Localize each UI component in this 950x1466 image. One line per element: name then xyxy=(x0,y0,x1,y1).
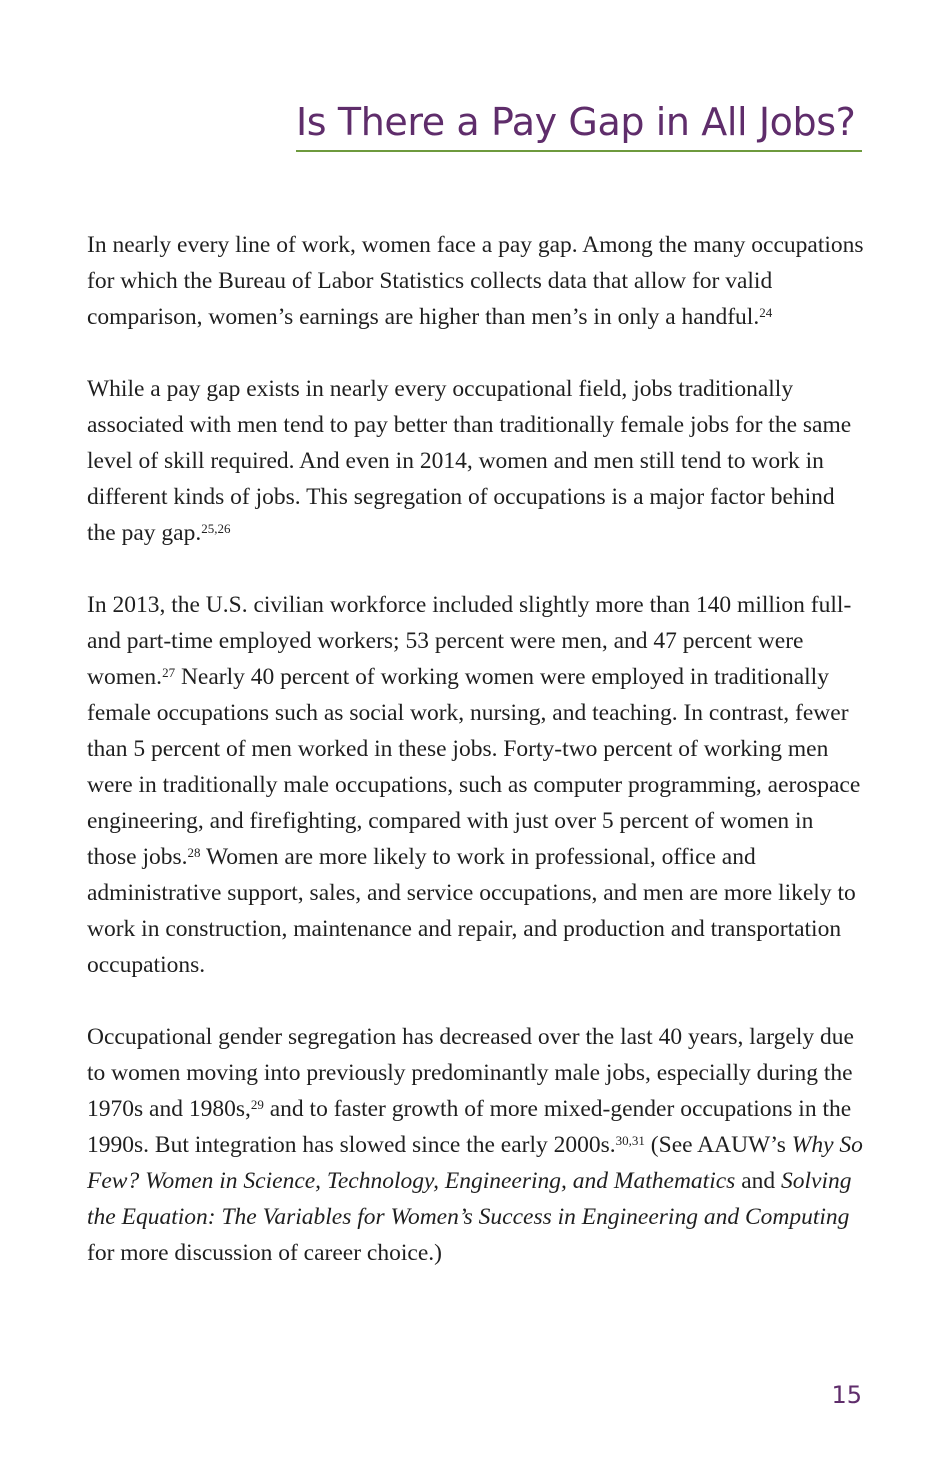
body-text xyxy=(87,227,865,1307)
paragraph-2-text: While a pay gap exists in nearly every occupational field, jobs traditionally associated with men tend to pay better than traditionally female jobs for the same level of skill required. And even in 2014, women and men still tend to work in different kinds of jobs. This segregation of occupations is a major factor behind the pay gap. xyxy=(87,376,852,546)
title-block xyxy=(296,98,862,152)
paragraph-4 xyxy=(87,1019,865,1271)
title-solving-the-equation: Solving the Equation: The Variables for Women’s Success in Engineering and Computing xyxy=(87,1168,852,1230)
paragraph-4-text-c: (See AAUW’s xyxy=(644,1132,792,1158)
paragraph-4-text-a: Occupational gender segregation has decreased over the last 40 years, largely due to women moving into previously predominantly male jobs, especially during the 1970s and 1980s, xyxy=(87,1024,854,1122)
paragraph-2 xyxy=(87,371,865,551)
page-number: 15 xyxy=(831,1381,862,1409)
footnote-ref-25-26[interactable]: 25,26 xyxy=(201,520,231,536)
footnote-ref-24[interactable]: 24 xyxy=(759,304,773,320)
paragraph-4-text-d: and xyxy=(735,1168,781,1194)
paragraph-4-text-b: and to faster growth of more mixed-gender occupations in the 1990s. But integration has slowed since the early 2000s. xyxy=(87,1096,852,1158)
paragraph-3-text-c: Women are more likely to work in professional, office and administrative support, sales, and service occupations, and men are more likely to work in construction, maintenance and repair, and production and transportation occupations. xyxy=(87,844,856,978)
paragraph-1 xyxy=(87,227,865,335)
paragraph-4-text-e: for more discussion of career choice.) xyxy=(87,1240,442,1266)
paragraph-1-text: In nearly every line of work, women face a pay gap. Among the many occupations for which the Bureau of Labor Statistics collects data that allow for valid comparison, women’s earnings are higher than men’s in only a handful. xyxy=(87,232,864,330)
footnote-ref-30-31[interactable]: 30,31 xyxy=(615,1132,645,1148)
footnote-ref-28[interactable]: 28 xyxy=(187,844,201,860)
page-title: Is There a Pay Gap in All Jobs? xyxy=(296,100,856,144)
paragraph-3-text-b: Nearly 40 percent of working women were employed in traditionally female occupations such as social work, nursing, and teaching. In contrast, fewer than 5 percent of men worked in these jobs. Forty-two percent of working men were in traditionally male occupations, such as computer programming, aerospace engineering, and firefighting, compared with just over 5 percent of women in those jobs. xyxy=(87,664,861,870)
paragraph-3-text-a: In 2013, the U.S. civilian workforce included slightly more than 140 million full- and part-time employed workers; 53 percent were men, and 47 percent were women. xyxy=(87,592,852,690)
footnote-ref-27[interactable]: 27 xyxy=(162,664,176,680)
paragraph-3 xyxy=(87,587,865,983)
title-why-so-few: Why So Few? Women in Science, Technology, Engineering, and Mathematics xyxy=(87,1132,863,1194)
footnote-ref-29[interactable]: 29 xyxy=(250,1096,264,1112)
